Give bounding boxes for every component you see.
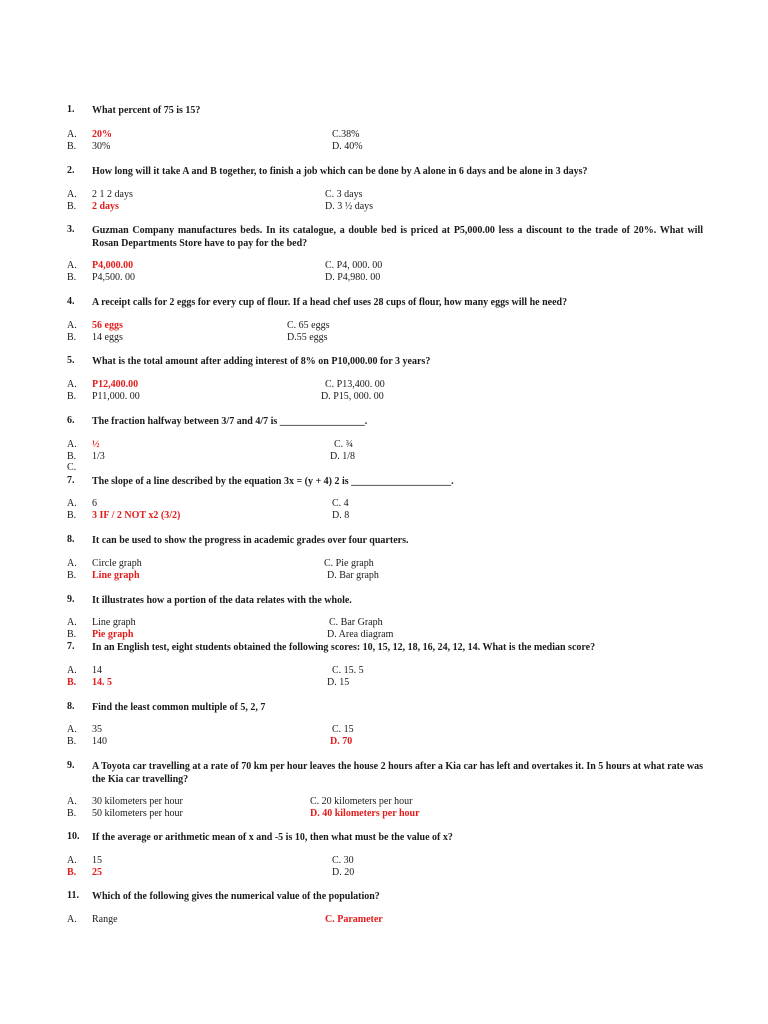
option-letter: B. <box>67 510 77 521</box>
question-text: A receipt calls for 2 eggs for every cup of flour. If a head chef uses 28 cups of flour, how many eggs will he need? <box>92 297 568 308</box>
answer-option: C. 30 <box>332 855 354 866</box>
answer-option: 1/3 <box>92 451 105 462</box>
question-text: The fraction halfway between 3/7 and 4/7 is _________________. <box>92 416 368 427</box>
answer-option: C. P13,400. 00 <box>325 379 385 390</box>
correct-answer-option: 3 IF / 2 NOT x2 (3/2) <box>92 510 181 521</box>
answer-option-row <box>67 439 627 451</box>
answer-option: P4,500. 00 <box>92 272 136 283</box>
question-text: What is the total amount after adding interest of 8% on P10,000.00 for 3 years? <box>92 356 431 367</box>
answer-option: D. 8 <box>332 510 350 521</box>
question-number: 8. <box>67 534 75 545</box>
answer-option-row <box>67 570 627 582</box>
question-text: Find the least common multiple of 5, 2, 7 <box>92 702 266 713</box>
answer-option: D. Bar graph <box>327 570 379 581</box>
answer-option: 35 <box>92 724 102 735</box>
question-number: 8. <box>67 701 75 712</box>
answer-option-row <box>67 379 627 391</box>
option-letter: A. <box>67 129 77 140</box>
question-number: 2. <box>67 165 75 176</box>
answer-option-row <box>67 129 627 141</box>
answer-option: D. P4,980. 00 <box>325 272 381 283</box>
question-number: 7. <box>67 475 75 486</box>
question-text: The slope of a line described by the equation 3x = (y + 4) 2 is ____________________. <box>92 476 454 487</box>
answer-option: C. 20 kilometers per hour <box>310 796 413 807</box>
question-number: 3. <box>67 224 75 235</box>
answer-option: 14 eggs <box>92 332 123 343</box>
answer-option: C. Pie graph <box>324 558 374 569</box>
option-letter: A. <box>67 320 77 331</box>
correct-answer-option: 14. 5 <box>92 677 112 688</box>
question-number: 9. <box>67 760 75 771</box>
answer-option: 15 <box>92 855 102 866</box>
answer-option: D. 3 ½ days <box>325 201 374 212</box>
correct-answer-option: Line graph <box>92 570 140 581</box>
answer-option-row <box>67 272 627 284</box>
question-number: 9. <box>67 594 75 605</box>
answer-option: Circle graph <box>92 558 142 569</box>
answer-option-row <box>67 260 627 272</box>
correct-answer-option: 20% <box>92 129 112 140</box>
answer-option-row <box>67 629 627 641</box>
correct-answer-option: 25 <box>92 867 102 878</box>
question-text: If the average or arithmetic mean of x and -5 is 10, then what must be the value of x? <box>92 832 453 843</box>
question-number: 10. <box>67 831 80 842</box>
answer-option: D. 1/8 <box>330 451 355 462</box>
option-letter: B. <box>67 141 77 152</box>
correct-answer-option: Pie graph <box>92 629 134 640</box>
question-text: A Toyota car travelling at a rate of 70 km per hour leaves the house 2 hours after a Kia car has left and overtakes it. In 5 hours at what rate was the Kia car travelling? <box>92 761 703 785</box>
correct-answer-option: ½ <box>92 439 100 450</box>
option-letter: A. <box>67 439 77 450</box>
answer-option-row <box>67 462 627 474</box>
answer-option: Line graph <box>92 617 136 628</box>
answer-option-row <box>67 867 627 879</box>
question-text: It can be used to show the progress in academic grades over four quarters. <box>92 535 409 546</box>
answer-option-row <box>67 201 627 213</box>
correct-answer-option: C. Parameter <box>325 914 383 925</box>
option-letter: B. <box>67 629 77 640</box>
option-letter: A. <box>67 379 77 390</box>
answer-option: 50 kilometers per hour <box>92 808 183 819</box>
answer-option-row <box>67 796 627 808</box>
option-letter: A. <box>67 914 77 925</box>
answer-option-row <box>67 320 627 332</box>
option-letter: A. <box>67 724 77 735</box>
answer-option: D. 15 <box>327 677 350 688</box>
question-text: In an English test, eight students obtained the following scores: 10, 15, 12, 18, 16, 24, 12, 14. What is the median score? <box>92 642 596 653</box>
option-letter: B. <box>67 272 77 283</box>
answer-option: 6 <box>92 498 97 509</box>
question-text: It illustrates how a portion of the data relates with the whole. <box>92 595 352 606</box>
answer-option: D. 20 <box>332 867 355 878</box>
answer-option-row <box>67 665 627 677</box>
option-letter: A. <box>67 260 77 271</box>
answer-option-row <box>67 617 627 629</box>
correct-answer-option: P12,400.00 <box>92 379 139 390</box>
question-text: What percent of 75 is 15? <box>92 105 201 116</box>
answer-option: C. ¾ <box>334 439 354 450</box>
correct-answer-option: 56 eggs <box>92 320 123 331</box>
answer-option: C. Bar Graph <box>329 617 383 628</box>
option-letter: B. <box>67 570 77 581</box>
answer-option: Range <box>92 914 118 925</box>
answer-option: C. 15 <box>332 724 354 735</box>
option-letter: A. <box>67 617 77 628</box>
answer-option: 30 kilometers per hour <box>92 796 183 807</box>
question-number: 1. <box>67 104 75 115</box>
answer-option: C. 3 days <box>325 189 363 200</box>
correct-answer-option: 2 days <box>92 201 119 212</box>
correct-answer-option: D. 40 kilometers per hour <box>310 808 420 819</box>
option-letter: B. <box>67 808 77 819</box>
answer-option: D. 40% <box>332 141 363 152</box>
answer-option-row <box>67 332 627 344</box>
answer-option: 2 1 2 days <box>92 189 133 200</box>
answer-option-row <box>67 736 627 748</box>
answer-option: D. P15, 000. 00 <box>321 391 384 402</box>
answer-option-row <box>67 677 627 689</box>
option-letter: A. <box>67 855 77 866</box>
answer-option: 140 <box>92 736 107 747</box>
option-letter: A. <box>67 665 77 676</box>
question-number: 4. <box>67 296 75 307</box>
option-letter: A. <box>67 558 77 569</box>
answer-option-row <box>67 189 627 201</box>
answer-option: P11,000. 00 <box>92 391 140 402</box>
answer-option: 30% <box>92 141 111 152</box>
question-number: 11. <box>67 890 79 901</box>
question-number: 7. <box>67 641 75 652</box>
answer-option: C. 65 eggs <box>287 320 330 331</box>
answer-option: C. 15. 5 <box>332 665 364 676</box>
question-number: 6. <box>67 415 75 426</box>
option-letter: B. <box>67 391 77 402</box>
answer-option-row <box>67 558 627 570</box>
option-letter: B. <box>67 332 77 343</box>
answer-option: C.38% <box>332 129 360 140</box>
answer-option: 14 <box>92 665 102 676</box>
correct-answer-option: P4,000.00 <box>92 260 134 271</box>
answer-option-row <box>67 914 627 926</box>
option-letter: B. <box>67 451 77 462</box>
correct-answer-option: D. 70 <box>330 736 353 747</box>
answer-option-row <box>67 510 627 522</box>
option-letter: B. <box>67 677 77 688</box>
answer-option-row <box>67 724 627 736</box>
answer-option-row <box>67 498 627 510</box>
answer-option-row <box>67 141 627 153</box>
question-number: 5. <box>67 355 75 366</box>
option-letter: B. <box>67 736 77 747</box>
option-letter: A. <box>67 796 77 807</box>
answer-option-row <box>67 808 627 820</box>
answer-option: C. P4, 000. 00 <box>325 260 383 271</box>
option-letter: A. <box>67 189 77 200</box>
answer-option-row <box>67 855 627 867</box>
question-text: How long will it take A and B together, to finish a job which can be done by A alone in 6 days and be alone in 3 days? <box>92 166 588 177</box>
answer-option-row <box>67 391 627 403</box>
answer-option: D. Area diagram <box>327 629 394 640</box>
question-text: Which of the following gives the numerical value of the population? <box>92 891 380 902</box>
option-letter: C. <box>67 462 77 473</box>
answer-option: D.55 eggs <box>287 332 328 343</box>
answer-option: C. 4 <box>332 498 349 509</box>
option-letter: B. <box>67 867 77 878</box>
option-letter: B. <box>67 201 77 212</box>
option-letter: A. <box>67 498 77 509</box>
question-text: Guzman Company manufactures beds. In its catalogue, a double bed is priced at P5,000.00 less a discount to the trade of 20%. What will Rosan Departments Store have to pay for the bed? <box>92 225 703 249</box>
